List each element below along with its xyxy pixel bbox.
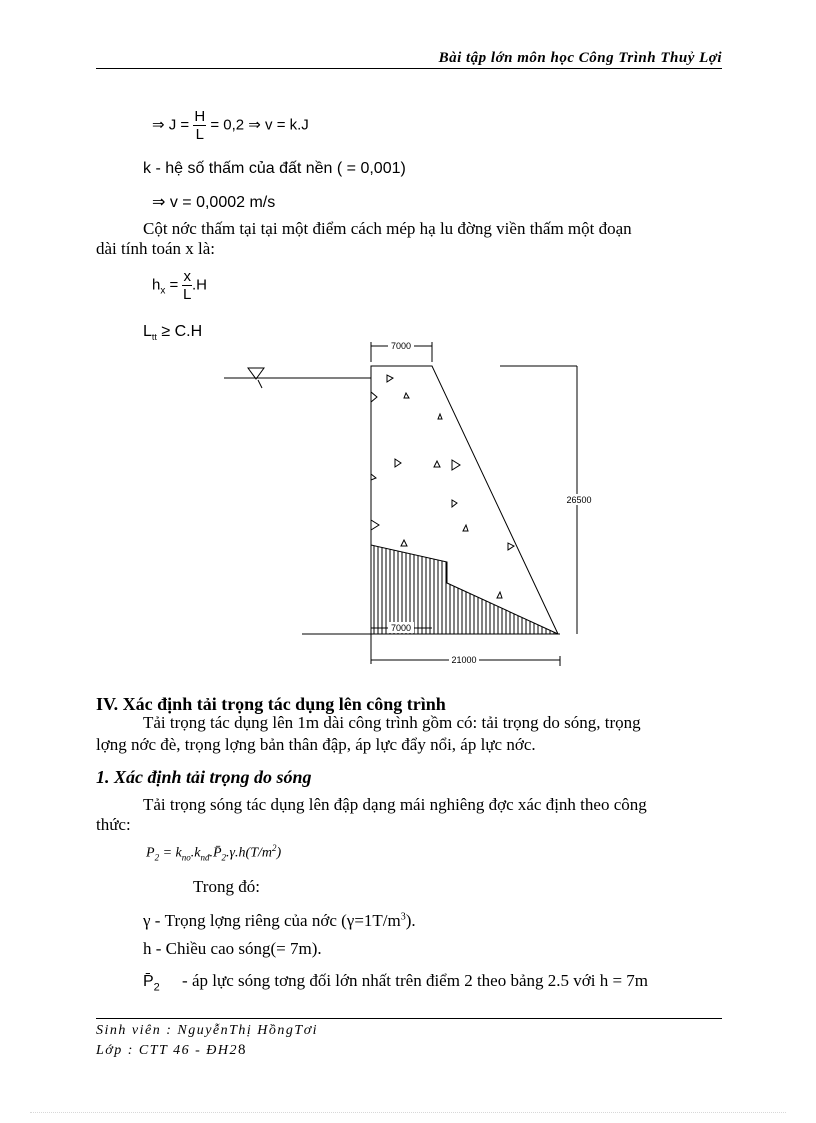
page-bottom-edge bbox=[30, 1112, 786, 1113]
dim-bottom-inner-label: 7000 bbox=[390, 623, 412, 633]
wave-load-formula bbox=[146, 843, 281, 862]
seepage-boundary bbox=[371, 545, 558, 634]
formula-j-prefix: ⇒ J = bbox=[152, 116, 190, 134]
formula-j-suffix: = 0,2 ⇒ v = k.J bbox=[210, 116, 309, 134]
formula-hx-denominator: L bbox=[183, 286, 192, 303]
formula-hx-equals: = bbox=[169, 276, 179, 294]
section-iv-p1-line2: lợng nớc đè, trọng lợng bản thân đập, áp lực đẩy nổi, áp lực nớc. bbox=[96, 735, 536, 754]
gamma-definition bbox=[143, 911, 416, 931]
section-iv-p1-line1: Tải trọng tác dụng lên 1m dài công trình gồm có: tải trọng do sóng, trọng bbox=[143, 713, 641, 732]
subsection-1-heading: 1. Xác định tải trọng do sóng bbox=[96, 767, 312, 787]
dim-bottom-total bbox=[371, 634, 560, 666]
formula-ltt-subscript: tt bbox=[151, 332, 157, 343]
footer-rule bbox=[96, 1018, 722, 1019]
section-iv-heading: IV. Xác định tải trọng tác dụng lên công trình bbox=[96, 694, 446, 714]
formula-ltt-rest: ≥ C.H bbox=[161, 323, 203, 340]
wf-tail: .γ.h(T/m bbox=[226, 845, 272, 861]
dim-height bbox=[500, 366, 594, 634]
formula-hx-numerator: x bbox=[183, 268, 191, 285]
v-result: ⇒ v = 0,0002 m/s bbox=[152, 194, 276, 211]
formula-j-numerator: H bbox=[194, 108, 206, 125]
subsection-1-p-line2: thức: bbox=[96, 815, 131, 834]
wf-k2: .k bbox=[190, 845, 201, 861]
page-number: 8 bbox=[237, 1042, 246, 1058]
para1-line1: Cột nớc thấm tại tại một điểm cách mép hạ lu đờng viền thấm một đoạn bbox=[143, 219, 632, 238]
dim-top-label: 7000 bbox=[390, 341, 412, 351]
formula-hx-subscript: x bbox=[160, 285, 166, 297]
dim-bottom-total-label: 21000 bbox=[451, 655, 477, 665]
p2-subscript: 2 bbox=[153, 981, 160, 994]
dim-top bbox=[371, 340, 432, 362]
formula-ltt-symbol: L bbox=[143, 323, 152, 340]
wf-end: ) bbox=[276, 845, 282, 861]
formula-hx-suffix: .H bbox=[191, 276, 207, 294]
para1-line2: dài tính toán x là: bbox=[96, 239, 215, 258]
page-header-title: Bài tập lớn môn học Công Trình Thuỷ Lợi bbox=[438, 50, 722, 66]
wf-p2: .P̄ bbox=[209, 845, 222, 861]
gamma-text: γ - Trọng lợng riêng của nớc (γ=1T/m bbox=[143, 911, 401, 930]
gamma-sup: 3 bbox=[400, 911, 406, 923]
p2-symbol: P̄ bbox=[143, 973, 154, 990]
wf-k1-sub: no bbox=[181, 852, 191, 863]
gamma-end: ). bbox=[405, 911, 416, 930]
wf-k2-sub: nđ bbox=[200, 852, 210, 863]
wf-p-sub: 2 bbox=[154, 852, 160, 863]
wf-sup: 2 bbox=[271, 843, 277, 853]
p2-text: - áp lực sóng tơng đối lớn nhất trên điểm 2 theo bảng 2.5 với h = 7m bbox=[182, 971, 649, 990]
wf-p2-sub: 2 bbox=[221, 852, 227, 863]
dam-outline bbox=[371, 366, 558, 634]
wf-eq: = k bbox=[159, 845, 182, 861]
p2-definition bbox=[143, 971, 648, 993]
formula-hx-symbol: h bbox=[152, 276, 161, 294]
subsection-1-p-line1: Tải trọng sóng tác dụng lên đập dạng mái nghiêng đợc xác định theo công bbox=[143, 795, 647, 814]
dim-bottom-inner bbox=[371, 622, 432, 633]
footer-class bbox=[96, 1042, 245, 1059]
footer-class-text: Lớp : CTT 46 - ĐH2 bbox=[96, 1043, 238, 1058]
k-definition: k - hệ số thấm của đất nền ( = 0,001) bbox=[143, 160, 406, 177]
dim-height-label: 26500 bbox=[566, 495, 592, 505]
formula-j-denominator: L bbox=[195, 126, 204, 143]
h-definition: h - Chiều cao sóng(= 7m). bbox=[143, 939, 322, 958]
trong-do-label: Trong đó: bbox=[193, 877, 260, 896]
wf-p: P bbox=[146, 845, 155, 861]
footer-student: Sinh viên : NguyễnThị HồngTơi bbox=[96, 1023, 319, 1038]
